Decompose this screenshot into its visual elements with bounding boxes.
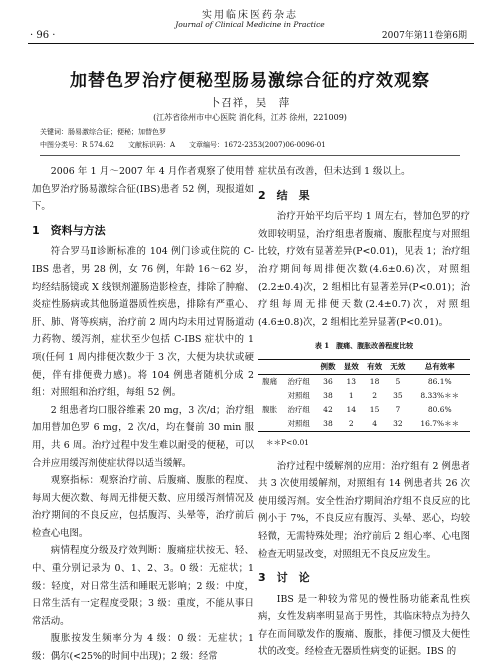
table-cell — [258, 389, 281, 403]
table-cell: 2 — [372, 390, 377, 400]
paragraph: 治疗开始平均后平均 1 周左右，替加色罗的疗效即较明显，治疗组患者腹痛、腹胀程度与对照组比较，疗效有显著差异(P<0.01)，见表 1；治疗组治疗期间每周排便次数(4.6±0.6)次，对照组(2.2±0.4)次，2 组相比有显著差异(P<0.01)；治疗组每周无排便天数(2.4±0.7)次，对照组(4.6±0.8)次，2 组相比差异显著(P<0.01)。 — [258, 211, 470, 328]
table-cell: 13 — [346, 376, 357, 386]
table-header-cell: 例数 — [320, 361, 336, 371]
table-cell: 治疗组 — [287, 404, 311, 414]
table-cell: 38 — [323, 390, 333, 400]
paragraph: 腹胀按发生频率分为 4 级：0 级：无症状；1 级：偶尔(<25%的时间中出现)；2 级：经常 — [32, 633, 254, 663]
table-row — [258, 374, 470, 389]
table-cell: 32 — [393, 418, 403, 428]
article-authors: 卜召祥，吴 萍 — [209, 97, 291, 109]
table-header-cell — [258, 359, 281, 374]
table-cell: 14 — [346, 404, 357, 414]
table-cell: 38 — [323, 418, 333, 428]
table-cell: 18 — [369, 376, 380, 386]
paragraph: 症状虽有改善，但未达到 1 级以上。 — [258, 166, 411, 177]
table-cell: 腹胀 — [262, 404, 278, 414]
paragraph: IBS 是一种较为常见的慢性肠功能紊乱性疾病，女性发病率明显高于男性，其临床特点为持久存在而间歇发作的腹痛、腹胀，排便习惯及大便性状的改变。经检查无器质性病变的证据。IBS 的 — [258, 593, 470, 658]
meta-rule — [40, 155, 460, 156]
keywords: 关键词：肠易激综合征；便秘；加替色罗 — [40, 128, 166, 136]
table-cell: 对照组 — [287, 390, 311, 400]
header-rule — [28, 43, 474, 44]
table-note: ＊＊P<0.01 — [266, 437, 310, 447]
table-header-cell: 有效 — [367, 361, 383, 371]
paragraph: 符合罗马Ⅱ诊断标准的 104 例门诊或住院的 C-IBS 患者，男 28 例，女 76 例，年龄 16～62 岁，均经结肠镜或 X 线钡剂灌肠造影检查，排除了肿瘤、炎症性肠病或其他肠道器质性疾患，排除有严重心、肝、肺、肾等疾病，治疗前 2 周内均未用过胃肠道动力药物、缓泻剂，症状至少包括 C-IBS 症状中的 1 项(任何 1 周内排便次数少于 3 次，大便为块状或硬便，伴有排便费力感)。将 104 例患者随机分成 2 组：对照组和治疗组，每组 52 例。 — [32, 246, 254, 399]
table-cell: 腹痛 — [262, 376, 278, 386]
article-title: 加替色罗治疗便秘型肠易激综合征的疗效观察 — [70, 71, 430, 91]
intro-paragraph: 2006 年 1 月～2007 年 4 月作者观察了使用替加色罗治疗肠易激综合征(IBS)患者 52 例，现报道如下。 — [32, 166, 254, 213]
table-cell: 35 — [393, 390, 403, 400]
table-cell: 15 — [369, 404, 380, 414]
table-cell: 4 — [372, 418, 377, 428]
table-header-cell: 无效 — [390, 361, 406, 371]
journal-title-en: Journal of Clinical Medicine in Practice — [175, 20, 325, 29]
right-column — [258, 163, 470, 661]
page-number: · 96 · — [30, 30, 56, 41]
table-cell: 8.33%＊＊ — [420, 390, 460, 400]
table-title: 表 1 腹痛、腹胀改善程度比较 — [314, 341, 414, 351]
paragraph: 观察指标：观察治疗前、后腹痛、腹胀的程度、每周大便次数、每周无排便天数、应用缓泻剂情况及治疗期间的不良反应，包括腹泻、头晕等，治疗前后检查心电图。 — [32, 475, 254, 539]
table-cell: 86.1% — [427, 376, 452, 386]
journal-title: 实用临床医药杂志 — [202, 10, 298, 21]
paragraph: 病情程度分级及疗效判断：腹痛症状按无、轻、中、重分别记录为 0、1、2、3。0 级：无症状；1 级：轻度，对日常生活和睡眠无影响；2 级：中度，日常生活有一定程度受限；3 级：重度，不能从事日常活动。 — [32, 545, 254, 627]
table-header-cell — [281, 359, 316, 374]
table-cell: 1 — [348, 390, 354, 400]
paragraph: 治疗过程中缓解剂的应用：治疗组有 2 例患者共 3 次使用缓解剂，对照组有 14 例患者共 26 次使用缓泻剂。安全性治疗期间治疗组不良反应的比例小于 7%，不良反应有腹泻、头晕、恶心，均较轻微，无需特殊处理；治疗前后 2 组心率、心电图检查无明显改变，对照组无不良反应发生。 — [258, 460, 470, 560]
table-row — [258, 403, 470, 417]
table-header-cell: 显效 — [343, 361, 359, 371]
table-header-cell: 总有效率 — [424, 361, 455, 371]
table-cell: 42 — [323, 404, 333, 414]
table-cell: 5 — [395, 376, 401, 386]
results-table — [258, 359, 470, 432]
table-cell — [258, 417, 281, 432]
section-heading-results: 2 结 果 — [258, 188, 310, 202]
section-heading-discussion: 3 讨 论 — [258, 571, 310, 585]
table-cell: 治疗组 — [287, 376, 311, 386]
table-cell: 36 — [323, 376, 333, 386]
table-row — [258, 417, 470, 432]
table-cell: 7 — [395, 404, 401, 414]
table-cell: 16.7%＊＊ — [420, 418, 460, 428]
table-header-row — [258, 359, 470, 374]
article-affiliation: (江苏省徐州市中心医院 消化科，江苏 徐州，221009) — [153, 113, 347, 122]
table-row — [258, 389, 470, 403]
classification-line: 中图分类号：R 574.62 文献标识码：A 文章编号：1672-2353(2007)06-0096-01 — [40, 141, 326, 149]
paragraph: 2 组患者均口服谷维素 20 mg，3 次/d；治疗组加用替加色罗 6 mg，2 次/d，均在餐前 30 min 服用，共 6 周。治疗过程中发生难以耐受的便秘，可以合并应用缓泻剂使症状得以适当缓解。 — [32, 404, 254, 469]
table-cell: 80.6% — [427, 404, 452, 414]
issue-info: 2007年第11卷第6期 — [381, 31, 467, 41]
table-cell: 2 — [348, 418, 354, 428]
table-cell: 对照组 — [287, 418, 311, 428]
left-column — [32, 163, 254, 666]
section-heading-methods: 1 资料与方法 — [32, 223, 106, 237]
